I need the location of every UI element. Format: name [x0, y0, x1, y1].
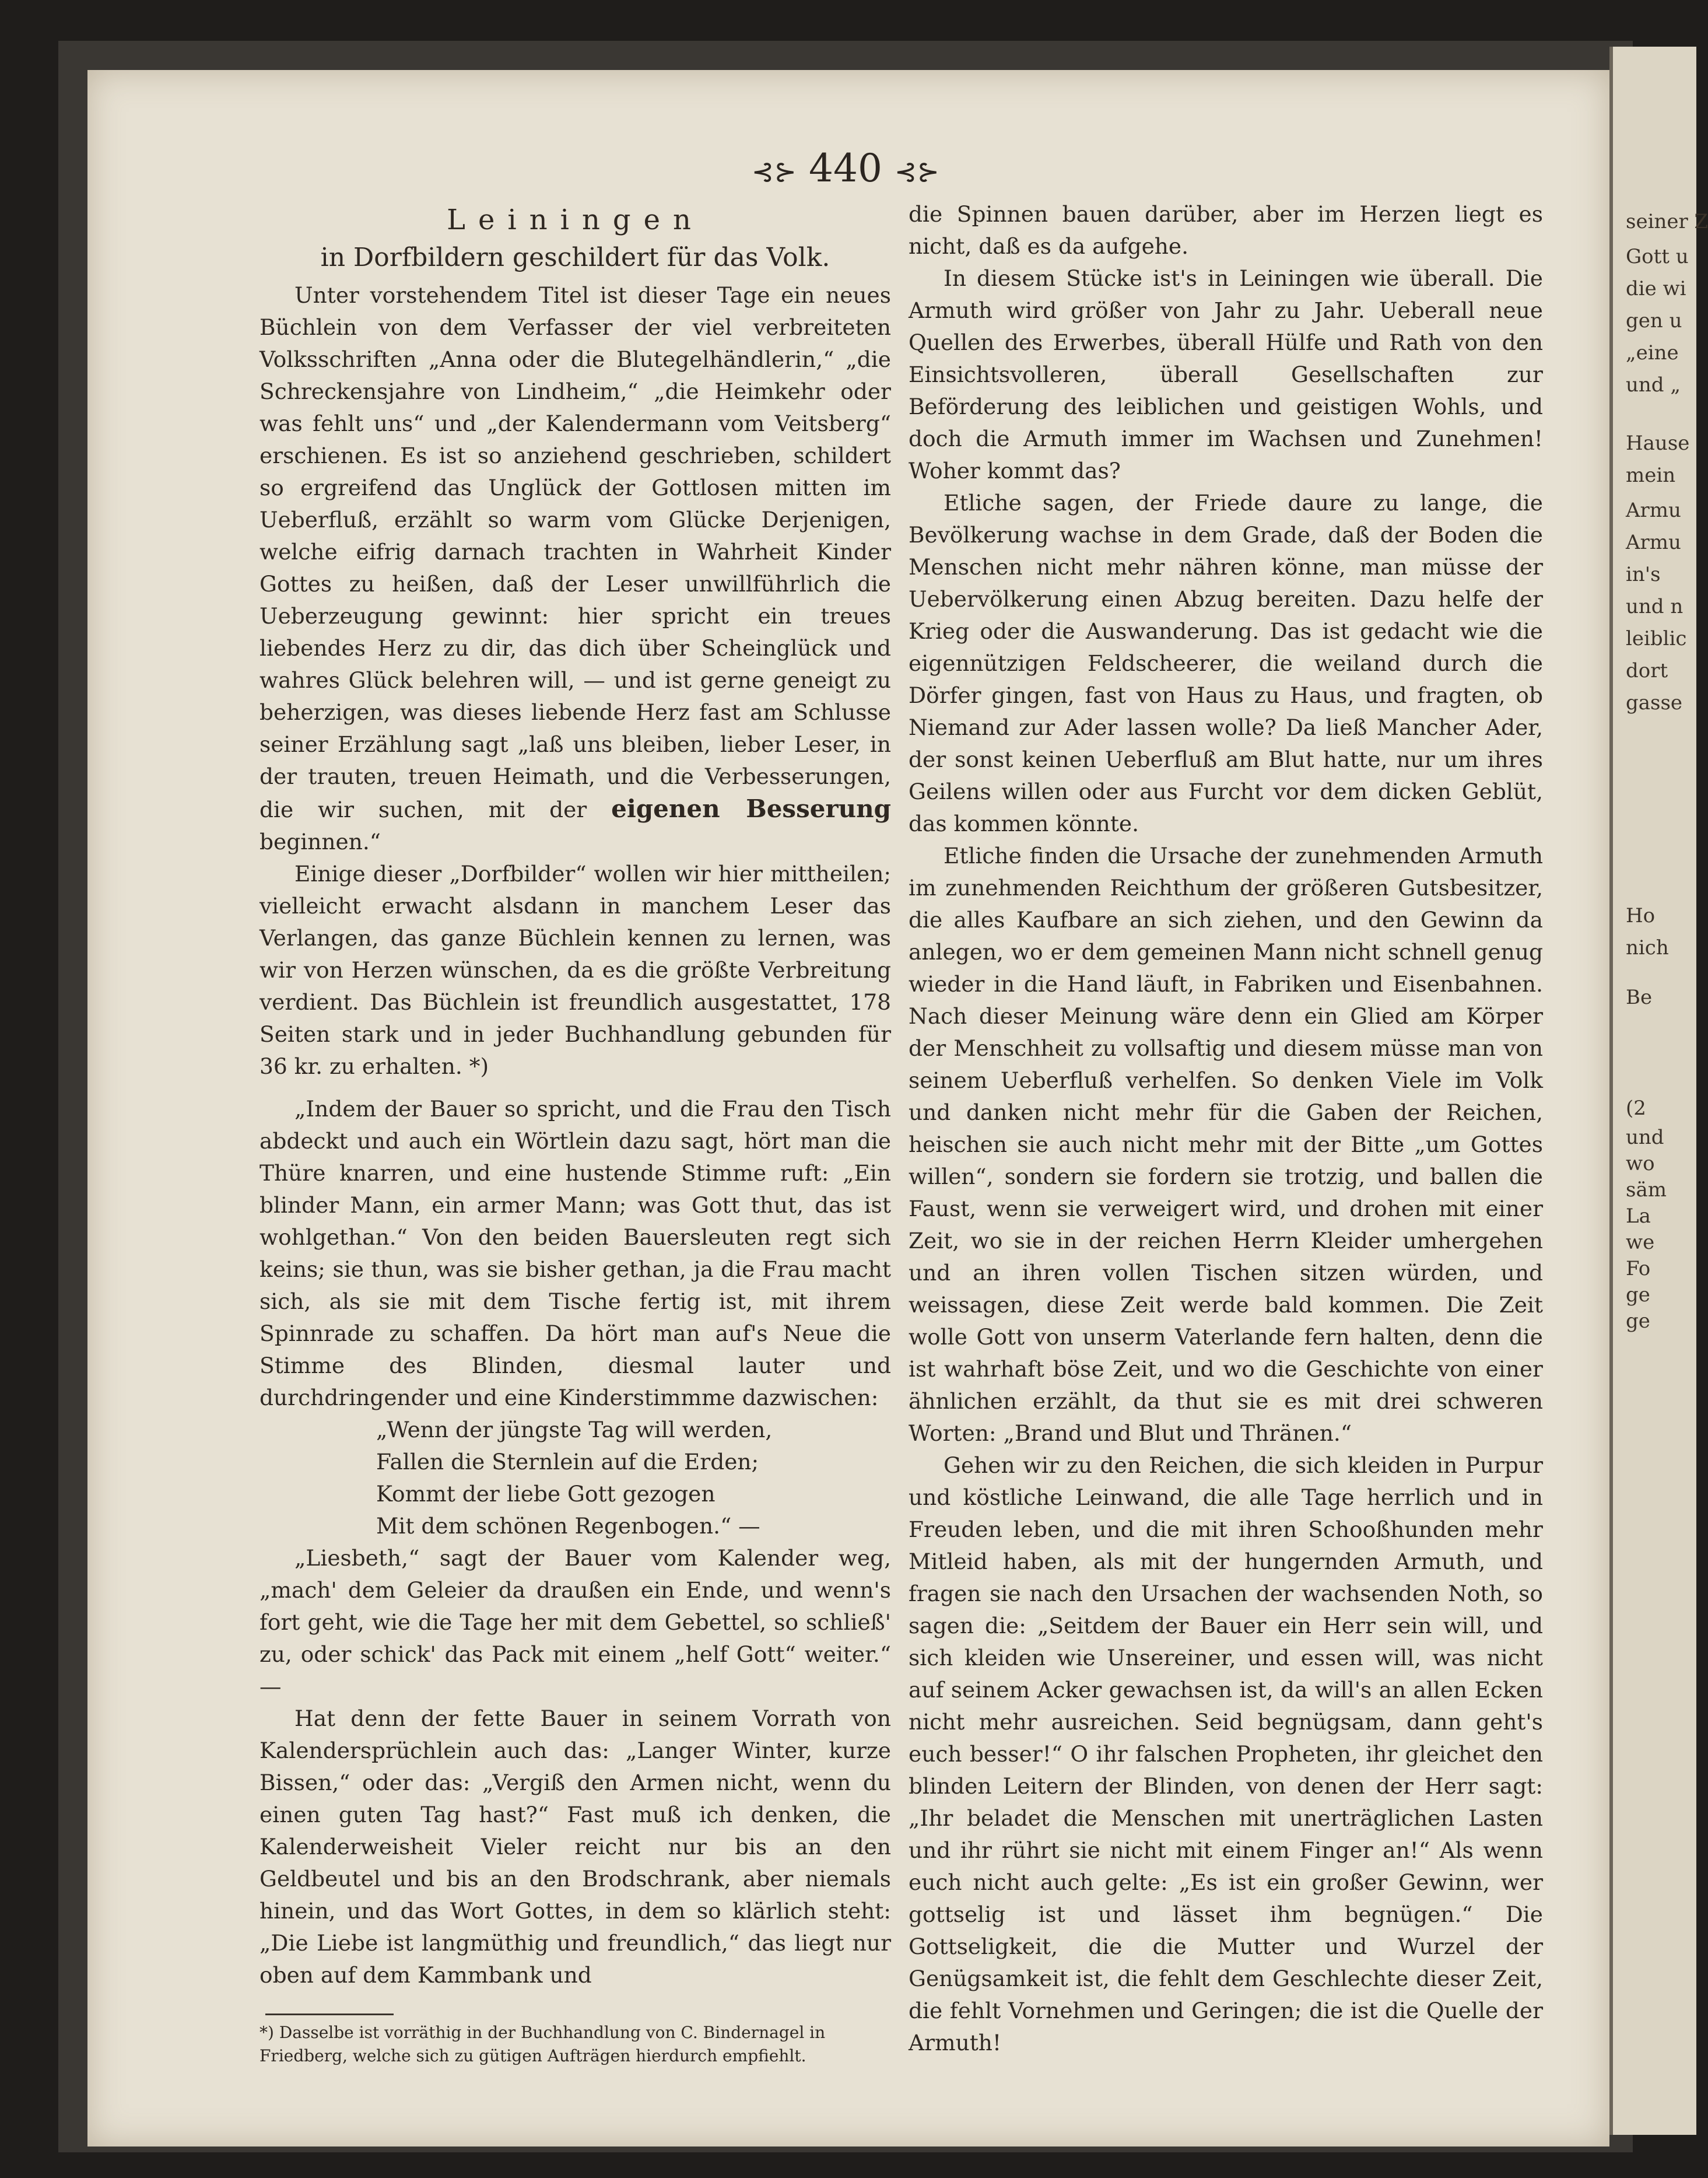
- margin-fragment: Be: [1626, 986, 1653, 1009]
- margin-fragment: nich: [1626, 936, 1669, 960]
- paragraph-text: beginnen.“: [259, 829, 381, 855]
- ornament-left: ⊰⊱: [751, 156, 797, 187]
- margin-fragment: Armu: [1626, 531, 1681, 554]
- verse-line: Mit dem schönen Regenbogen.“ —: [376, 1513, 760, 1539]
- article-subtitle: in Dorfbildern geschildert für das Volk.: [320, 243, 830, 272]
- margin-fragment: seiner Z: [1626, 210, 1708, 233]
- margin-fragment: und n: [1626, 595, 1684, 618]
- margin-fragment: wo: [1626, 1152, 1655, 1175]
- margin-fragment: Gott u: [1626, 245, 1689, 268]
- paragraph: Etliche sagen, der Friede daure zu lange, die Bevölkerung wachse in dem Grade, daß der Boden die Menschen nicht mehr nähren könne, man müsse der Uebervölkerung einen Abzug bereiten. Dazu helfe der Krieg oder die Auswanderung. Das ist gedacht wie die eigennützigen Feldscheerer, die weiland durch die Dörfer gingen, fast von Haus zu Haus, und fragten, ob Niemand zur Ader lassen wolle? Da ließ Mancher Ader, der sonst keinen Ueberfluß am Blut hatte, nur um ihres Geilens willen oder aus Furcht vor dem dicken Geblüt, das kommen könnte.: [909, 490, 1543, 836]
- article-title: Leiningen: [447, 204, 704, 236]
- right-column: [909, 198, 1543, 2059]
- margin-fragment: in's: [1626, 563, 1661, 586]
- adjacent-page-edge: [1609, 47, 1708, 2135]
- margin-fragment: gasse: [1626, 691, 1683, 715]
- left-column: [259, 201, 891, 2068]
- paragraph: Einige dieser „Dorfbilder“ wollen wir hier mittheilen; vielleicht erwacht alsdann in manchem Leser das Verlangen, das ganze Büchlein kennen zu lernen, was wir von Herzen wünschen, da es die größte Verbreitung verdient. Das Büchlein ist freundlich ausgestattet, 178 Seiten stark und in jeder Buchhandlung gebunden für 36 kr. zu erhalten. *): [259, 861, 891, 1079]
- margin-fragment: La: [1626, 1204, 1651, 1228]
- margin-fragment: ge: [1626, 1283, 1650, 1307]
- paragraph-text: Unter vorstehendem Titel ist dieser Tage ein neues Büchlein von dem Verfasser der viel verbreiteten Volksschriften „Anna oder die Blutegelhändlerin,“ „die Schreckensjahre von Lindheim,“ „die Heimkehr oder was fehlt uns“ und „der Kalendermann vom Veitsberg“ erschienen. Es ist so anziehend geschrieben, schildert so ergreifend das Unglück der Gottlosen mitten im Ueberfluß, erzählt so warm vom Glücke Derjenigen, welche eifrig darnach trachten in Wahrheit Kinder Gottes zu heißen, daß der Leser unwillführlich die Ueberzeugung gewinnt: hier spricht ein treues liebendes Herz zu dir, das dich über Scheinglück und wahres Glück belehren will, — und ist gerne geneigt zu beherzigen, was dieses liebende Herz fast am Schlusse seiner Erzählung sagt „laß uns bleiben, lieber Leser, in der trauten, treuen Heimath, und die Verbesserungen, die wir suchen, mit der: [259, 282, 891, 822]
- margin-fragment: we: [1626, 1231, 1655, 1254]
- paragraph: „Indem der Bauer so spricht, und die Frau den Tisch abdeckt und auch ein Wörtlein dazu sagt, hört man die Thüre knarren, und eine hustende Stimme ruft: „Ein blinder Mann, ein armer Mann; was Gott thut, das ist wohlgethan.“ Von den beiden Bauersleuten regt sich keins; sie thun, was sie bisher gethan, ja die Frau macht sich, als sie mit dem Tische fertig ist, mit ihrem Spinnrade zu schaffen. Da hört man auf's Neue die Stimme des Blinden, diesmal lauter und durchdringender und eine Kinderstimmme dazwischen:: [259, 1096, 891, 1410]
- margin-fragment: säm: [1626, 1178, 1667, 1202]
- footnote-rule: [265, 2014, 394, 2015]
- margin-fragment: (2: [1626, 1097, 1646, 1120]
- verse-line: Kommt der liebe Gott gezogen: [376, 1481, 716, 1507]
- page-number: 440: [809, 146, 882, 191]
- paragraph: Etliche finden die Ursache der zunehmenden Armuth im zunehmenden Reichthum der größeren Gutsbesitzer, die alles Kaufbare an sich ziehen, und den Gewinn da anlegen, wo er dem gemeinen Mann nicht schnell genug wieder in die Hand läuft, in Fabriken und Eisenbahnen. Nach dieser Meinung wäre denn ein Glied am Körper der Menschheit zu vollsaftig und diesem müsse man von seinem Ueberfluß verhelfen. So denken Viele im Volk und danken nicht mehr für die Gaben der Reichen, heischen sie auch nicht mehr mit der Bitte „um Gottes willen“, sondern sie fordern sie trotzig, und ballen die Faust, wenn sie verweigert wird, und drohen mit einer Zeit, wo sie in der reichen Herrn Kleider umhergehen und an ihren vollen Tischen sitzen würden, und weissagen, diese Zeit werde bald kommen. Die Zeit wolle Gott von unserm Vaterlande fern halten, denn die ist wahrhaft böse Zeit, und wo die Geschichte von einer ähnlichen erzählt, da thut sie es mit drei schweren Worten: „Brand und Blut und Thränen.“: [909, 843, 1543, 1446]
- margin-fragment: die wi: [1626, 277, 1686, 300]
- footnote: *) Dasselbe ist vorräthig in der Buchhandlung von C. Bindernagel in Friedberg, welche sich zu gütigen Aufträgen hierdurch empfiehlt.: [259, 2023, 826, 2065]
- margin-fragment: Hause: [1626, 432, 1690, 455]
- margin-fragment: und „: [1626, 373, 1681, 397]
- margin-fragment: ge: [1626, 1309, 1650, 1333]
- ornament-right: ⊰⊱: [894, 156, 940, 187]
- paragraph: „Liesbeth,“ sagt der Bauer vom Kalender weg, „mach' dem Geleier da draußen ein Ende, und wenn's fort geht, wie die Tage her mit dem Gebettel, so schließ' zu, oder schick' das Pack mit einem „helf Gott“ weiter.“ —: [259, 1545, 891, 1699]
- margin-fragment: mein: [1626, 464, 1676, 487]
- margin-fragment: „eine: [1626, 341, 1679, 365]
- page-header: [729, 146, 962, 191]
- margin-fragment: leiblic: [1626, 627, 1687, 650]
- margin-fragment: gen u: [1626, 309, 1682, 332]
- paragraph: In diesem Stücke ist's in Leiningen wie überall. Die Armuth wird größer von Jahr zu Jahr. Ueberall neue Quellen des Erwerbes, überall Hülfe und Rath von den Einsichtsvolleren, überall Gesellschaften zur Beförderung des leiblichen und geistigen Wohls, und doch die Armuth immer im Wachsen und Zunehmen! Woher kommt das?: [909, 265, 1543, 484]
- paragraph: [259, 279, 891, 858]
- paragraph: Hat denn der fette Bauer in seinem Vorrath von Kalendersprüchlein auch das: „Langer Winter, kurze Bissen,“ oder das: „Vergiß den Armen nicht, wenn du einen guten Tag hast?“ Fast muß ich denken, die Kalenderweisheit Vieler reicht nur bis an den Geldbeutel und bis an den Brodschrank, aber niemals hinein, und das Wort Gottes, in dem so klärlich steht: „Die Liebe ist langmüthig und freundlich,“ das liegt nur oben auf dem Kammbank und: [259, 1706, 891, 1988]
- emphasis-text: eigenen Besserung: [611, 794, 892, 823]
- margin-fragment: Fo: [1626, 1257, 1651, 1280]
- verse-block: [259, 1414, 891, 1542]
- paragraph: die Spinnen bauen darüber, aber im Herzen liegt es nicht, daß es da aufgehe.: [909, 201, 1543, 259]
- verse-line: „Wenn der jüngste Tag will werden,: [376, 1417, 773, 1442]
- margin-fragment: Armu: [1626, 499, 1681, 522]
- margin-fragment: dort: [1626, 659, 1668, 682]
- verse-line: Fallen die Sternlein auf die Erden;: [376, 1449, 759, 1475]
- paragraph: Gehen wir zu den Reichen, die sich kleiden in Purpur und köstliche Leinwand, die alle Tage herrlich und in Freuden leben, und die mit ihren Schooßhunden mehr Mitleid haben, als mit der hungernden Armuth, und fragen sie nach den Ursachen der wachsenden Noth, so sagen die: „Seitdem der Bauer ein Herr sein will, und sich kleiden wie Unsereiner, und essen will, was nicht auf seinem Acker gewachsen ist, da will's an allen Ecken nicht mehr ausreichen. Seid begnügsam, dann geht's euch besser!“ O ihr falschen Propheten, ihr gleichet den blinden Leitern der Blinden, von denen der Herr sagt: „Ihr beladet die Menschen mit unerträglichen Lasten und ihr rührt sie nicht mit einem Finger an!“ Als wenn euch nicht auch gelte: „Es ist ein großer Gewinn, wer gottselig ist und lässet ihm begnügen.“ Die Gottseligkeit, die die Mutter und Wurzel der Genügsamkeit ist, die fehlt dem Geschlechte dieser Zeit, die fehlt Vornehmen und Geringen; die ist die Quelle der Armuth!: [909, 1452, 1543, 2056]
- margin-fragment: und: [1626, 1126, 1664, 1149]
- margin-fragment: Ho: [1626, 904, 1656, 927]
